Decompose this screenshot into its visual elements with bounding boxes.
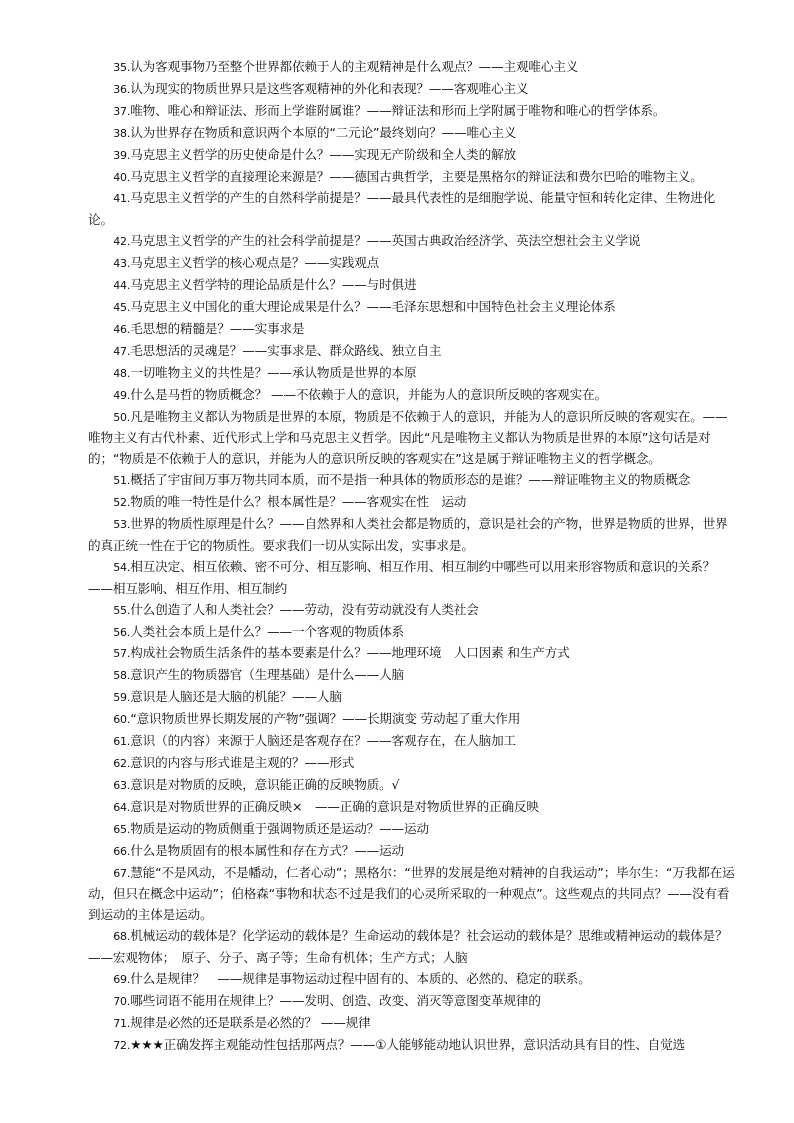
qa-item-54: 54.相互决定、相互依赖、密不可分、相互影响、相互作用、相互制约中哪些可以用来形容物质和意识的关系？——相互影响、相互作用、相互制约 [88,558,716,596]
qa-item-65: 65.物质是运动的物质侧重于强调物质还是运动？——运动 [113,820,429,836]
qa-text: 唯物、唯心和辩证法、形而上学谁附属谁？——辩证法和形而上学附属于唯物和唯心的哲学体系。 [130,102,666,118]
qa-text: 凡是唯物主义都认为物质是世界的本原，物质是不依赖于人的意识，并能为人的意识所反映的客观实在。——唯物主义有古代朴素、近代形式上学和马克思主义哲学。因此“凡是唯物主义都认为物质是世界的本原”这句话是对的；“物质是不依赖于人的意识，并能为人的意识所反映的客观实在”这是属于辩证唯物主义的哲学概念。 [88,408,728,467]
qa-text: 意识产生的物质器官（生理基础）是什么——人脑 [130,667,404,683]
qa-item-46: 46.毛思想的精髓是？——实事求是 [113,320,305,336]
qa-text: 马克思主义哲学的直接理论来源是？——德国古典哲学，主要是黑格尔的辩证法和费尔巴哈的唯物主义。 [130,168,703,184]
qa-text: “意识物质世界长期发展的产物”强调？——长期演变 劳动起了重大作用 [130,711,521,727]
qa-item-50: 50.凡是唯物主义都认为物质是世界的本原，物质是不依赖于人的意识，并能为人的意识所反映的客观实在。——唯物主义有古代朴素、近代形式上学和马克思主义哲学。因此“凡是唯物主义都认为物质是世界的本原”这句话是对的；“物质是不依赖于人的意识，并能为人的意识所反映的客观实在”这是属于辩证唯物主义的哲学概念。 [88,408,728,467]
qa-text: 构成社会物质生活条件的基本要素是什么？——地理环境 人口因素 和生产方式 [130,645,570,661]
qa-item-38: 38.认为世界存在物质和意识两个本原的“二元论”最终划向？——唯心主义 [113,124,517,140]
qa-text: 马克思主义中国化的重大理论成果是什么？——毛泽东思想和中国特色社会主义理论体系 [130,298,616,314]
qa-text: 马克思主义哲学特的理论品质是什么？——与时俱进 [130,277,417,293]
qa-item-42: 42.马克思主义哲学的产生的社会科学前提是？——英国古典政治经济学、英法空想社会主义学说 [113,233,641,249]
qa-item-59: 59.意识是人脑还是大脑的机能？——人脑 [113,689,342,705]
qa-text: 意识是对物质世界的正确反映× ——正确的意识是对物质世界的正确反映 [130,798,539,814]
qa-text: 物质是运动的物质侧重于强调物质还是运动？——运动 [130,820,429,836]
qa-text: ★★★正确发挥主观能动性包括那两点？——①人能够能动地认识世界，意识活动具有目的性、自觉选 [130,1036,685,1052]
qa-item-43: 43.马克思主义哲学的核心观点是？——实践观点 [113,255,380,271]
qa-text: 世界的物质性原理是什么？——自然界和人类社会都是物质的，意识是社会的产物，世界是物质的世界，世界的真正统一性在于它的物质性。要求我们一切从实际出发，实事求是。 [88,516,728,553]
qa-text: 毛思想活的灵魂是？——实事求是、群众路线、独立自主 [130,342,442,358]
qa-text: 什么是马哲的物质概念？ ——不依赖于人的意识，并能为人的意识所反映的客观实在。 [130,386,607,402]
qa-text: 意识的内容与形式谁是主观的？——形式 [130,755,355,770]
qa-item-37: 37.唯物、唯心和辩证法、形而上学谁附属谁？——辩证法和形而上学附属于唯物和唯心的哲学体系。 [113,102,666,118]
qa-text: 慧能“不是风动，不是幡动，仁者心动”；黑格尔：“世界的发展是绝对精神的自我运动”；毕尔生：“万我都在运动，但只在概念中运动”；伯格森“事物和状态不过是我们的心灵所采取的一种观点”。这些观点的共同点？——没有看到运动的主体是运动。 [88,864,735,923]
qa-text: 什么是规律？ ——规律是事物运动过程中固有的、本质的、必然的、稳定的联系。 [130,971,591,987]
qa-item-64: 64.意识是对物质世界的正确反映× ——正确的意识是对物质世界的正确反映 [113,798,539,814]
qa-item-49: 49.什么是马哲的物质概念？ ——不依赖于人的意识，并能为人的意识所反映的客观实在。 [113,386,607,402]
qa-text: 意识是对物质的反映，意识能正确的反映物质。√ [130,776,400,792]
qa-text: 认为现实的物质世界只是这些客观精神的外化和表现？——客观唯心主义 [130,80,529,96]
qa-item-63: 63.意识是对物质的反映，意识能正确的反映物质。√ [113,776,400,792]
qa-text: 意识是人脑还是大脑的机能？——人脑 [130,689,342,705]
qa-item-39: 39.马克思主义哲学的历史使命是什么？——实现无产阶级和全人类的解放 [113,146,516,162]
qa-item-56: 56.人类社会本质上是什么？——一个客观的物质体系 [113,623,404,639]
qa-text: 马克思主义哲学的产生的社会科学前提是？——英国古典政治经济学、英法空想社会主义学说 [130,233,641,249]
qa-text: 哪些词语不能用在规律上？——发明、创造、改变、消灭等意图变革规律的 [130,992,541,1008]
qa-item-35: 35.认为客观事物乃至整个世界都依赖于人的主观精神是什么观点？——主观唯心主义 [113,59,579,74]
qa-item-72: 72.★★★正确发挥主观能动性包括那两点？——①人能够能动地认识世界，意识活动具有目的性、自觉选 [113,1036,685,1052]
qa-item-58: 58.意识产生的物质器官（生理基础）是什么——人脑 [113,667,404,683]
qa-text: 马克思主义哲学的产生的自然科学前提是？——最具代表性的是细胞学说、能量守恒和转化定律、生物进化论。 [88,190,716,228]
qa-text: 马克思主义哲学的历史使命是什么？——实现无产阶级和全人类的解放 [130,146,516,162]
qa-text: 认为世界存在物质和意识两个本原的“二元论”最终划向？——唯心主义 [130,124,517,140]
qa-text: 马克思主义哲学的核心观点是？——实践观点 [130,255,380,271]
qa-item-44: 44.马克思主义哲学特的理论品质是什么？——与时俱进 [113,277,417,293]
qa-text: 什么创造了人和人类社会？——劳动，没有劳动就没有人类社会 [130,601,479,617]
qa-text: 意识（的内容）来源于人脑还是客观存在？——客观存在，在人脑加工 [130,733,516,749]
qa-item-41: 41.马克思主义哲学的产生的自然科学前提是？——最具代表性的是细胞学说、能量守恒和转化定律、生物进化论。 [88,190,716,228]
qa-text: 认为客观事物乃至整个世界都依赖于人的主观精神是什么观点？——主观唯心主义 [130,59,579,74]
qa-item-47: 47.毛思想活的灵魂是？——实事求是、群众路线、独立自主 [113,342,442,358]
qa-item-66: 66.什么是物质固有的根本属性和存在方式？——运动 [113,842,404,858]
qa-item-52: 52.物质的唯一特性是什么？根本属性是？——客观实在性 运动 [113,494,467,510]
qa-item-70: 70.哪些词语不能用在规律上？——发明、创造、改变、消灭等意图变革规律的 [113,992,541,1008]
qa-text: 规律是必然的还是联系是必然的？ ——规律 [130,1014,371,1030]
qa-item-61: 61.意识（的内容）来源于人脑还是客观存在？——客观存在，在人脑加工 [113,733,516,749]
qa-item-62: 62.意识的内容与形式谁是主观的？——形式 [113,755,355,770]
qa-item-71: 71.规律是必然的还是联系是必然的？ ——规律 [113,1014,371,1030]
qa-item-69: 69.什么是规律？ ——规律是事物运动过程中固有的、本质的、必然的、稳定的联系。 [113,971,591,987]
qa-text: 相互决定、相互依赖、密不可分、相互影响、相互作用、相互制约中哪些可以用来形容物质和意识的关系？——相互影响、相互作用、相互制约 [88,558,716,596]
qa-item-53: 53.世界的物质性原理是什么？——自然界和人类社会都是物质的，意识是社会的产物，世界是物质的世界，世界的真正统一性在于它的物质性。要求我们一切从实际出发，实事求是。 [88,516,728,553]
qa-text: 物质的唯一特性是什么？根本属性是？——客观实在性 运动 [130,494,467,510]
qa-text: 人类社会本质上是什么？——一个客观的物质体系 [130,623,404,639]
qa-item-51: 51.概括了宇宙间万事万物共同本质，而不是指一种具体的物质形态的是谁？——辩证唯物主义的物质概念 [113,472,691,488]
qa-text: 概括了宇宙间万事万物共同本质，而不是指一种具体的物质形态的是谁？——辩证唯物主义的物质概念 [130,472,691,488]
qa-text: 什么是物质固有的根本属性和存在方式？——运动 [130,842,404,858]
qa-text: 机械运动的载体是？化学运动的载体是？生命运动的载体是？社会运动的载体是？思维或精神运动的载体是？——宏观物体； 原子、分子、离子等；生命有机体；生产方式；人脑 [88,928,728,966]
qa-item-67: 67.慧能“不是风动，不是幡动，仁者心动”；黑格尔：“世界的发展是绝对精神的自我运动”；毕尔生：“万我都在运动，但只在概念中运动”；伯格森“事物和状态不过是我们的心灵所采取的一种观点”。这些观点的共同点？——没有看到运动的主体是运动。 [88,864,735,923]
qa-item-36: 36.认为现实的物质世界只是这些客观精神的外化和表现？——客观唯心主义 [113,80,529,96]
qa-item-60: 60.“意识物质世界长期发展的产物”强调？——长期演变 劳动起了重大作用 [113,711,521,727]
document-page [88,57,738,1057]
qa-item-55: 55.什么创造了人和人类社会？——劳动，没有劳动就没有人类社会 [113,601,479,617]
qa-item-40: 40.马克思主义哲学的直接理论来源是？——德国古典哲学，主要是黑格尔的辩证法和费尔巴哈的唯物主义。 [113,168,703,184]
qa-item-68: 68.机械运动的载体是？化学运动的载体是？生命运动的载体是？社会运动的载体是？思维或精神运动的载体是？——宏观物体； 原子、分子、离子等；生命有机体；生产方式；人脑 [88,928,728,966]
qa-item-45: 45.马克思主义中国化的重大理论成果是什么？——毛泽东思想和中国特色社会主义理论体系 [113,298,616,314]
qa-item-48: 48.一切唯物主义的共性是？——承认物质是世界的本原 [113,364,417,380]
qa-text: 毛思想的精髓是？——实事求是 [130,320,305,336]
qa-text: 一切唯物主义的共性是？——承认物质是世界的本原 [130,364,417,380]
qa-item-57: 57.构成社会物质生活条件的基本要素是什么？——地理环境 人口因素 和生产方式 [113,645,570,661]
